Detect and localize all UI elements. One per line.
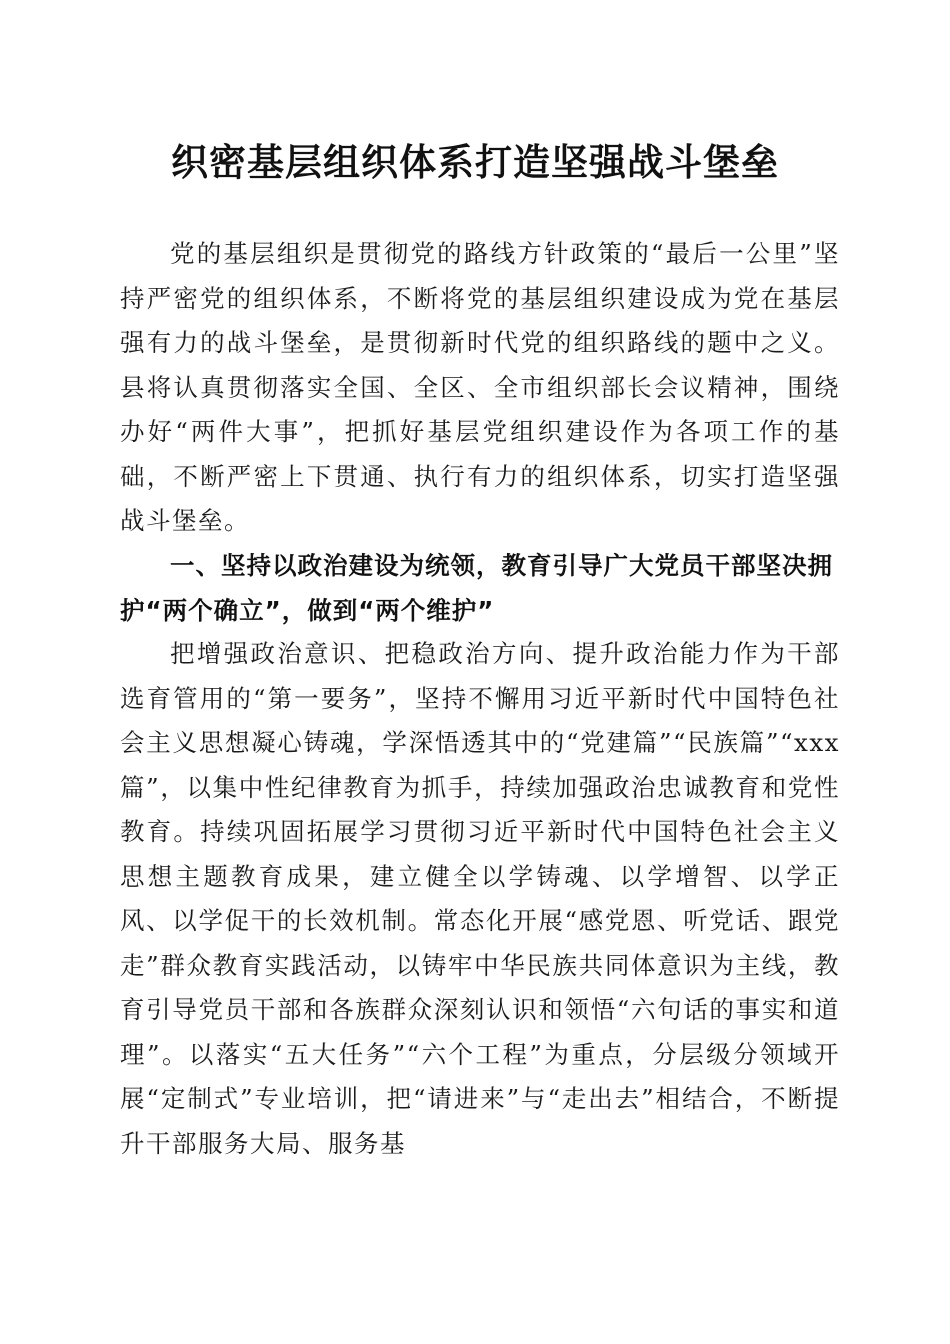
section-paragraph: 把增强政治意识、把稳政治方向、提升政治能力作为干部选育管用的“第一要务”，坚持不懈用习近平新时代中国特色社会主义思想凝心铸魂，学深悟透其中的“党建篇”“民族篇”“xxx篇”，以集中性纪律教育为抓手，持续加强政治忠诚教育和党性教育。持续巩固拓展学习贯彻习近平新时代中国特色社会主义思想主题教育成果，建立健全以学铸魂、以学增智、以学正风、以学促干的长效机制。常态化开展“感党恩、听党话、跟党走”群众教育实践活动，以铸牢中华民族共同体意识为主线，教育引导党员干部和各族群众深刻认识和领悟“六句话的事实和道理”。以落实“五大任务”“六个工程”为重点，分层级分领域开展“定制式”专业培训，把“请进来”与“走出去”相结合，不断提升干部服务大局、服务基 bbox=[120, 639, 840, 1158]
document-title: 织密基层组织体系打造坚强战斗堡垒 bbox=[171, 140, 779, 184]
section-heading: 一、坚持以政治建设为统领，教育引导广大党员干部坚决拥护“两个确立”，做到“两个维护” bbox=[120, 551, 833, 625]
intro-paragraph: 党的基层组织是贯彻党的路线方针政策的“最后一公里”坚持严密党的组织体系，不断将党的基层组织建设成为党在基层强有力的战斗堡垒，是贯彻新时代党的组织路线的题中之义。县将认真贯彻落实全国、全区、全市组织部长会议精神，围绕办好“两件大事”，把抓好基层党组织建设作为各项工作的基础，不断严密上下贯通、执行有力的组织体系，切实打造坚强战斗堡垒。 bbox=[120, 239, 840, 535]
